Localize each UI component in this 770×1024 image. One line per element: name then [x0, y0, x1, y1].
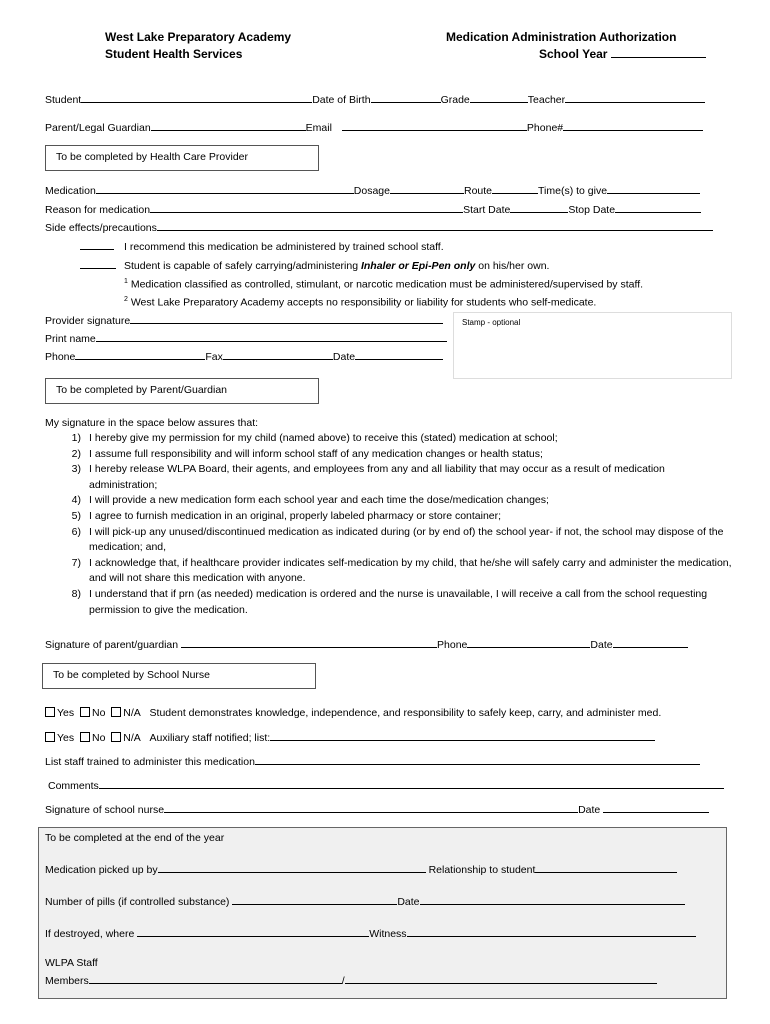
q1-na-checkbox[interactable] — [111, 707, 121, 717]
nurse-signature-label: Signature of school nurse — [45, 804, 165, 816]
guardian-field[interactable] — [151, 119, 306, 131]
q1-no-checkbox[interactable] — [80, 707, 90, 717]
parent-date-field[interactable] — [613, 636, 688, 648]
staff-members-row — [45, 972, 657, 988]
staff-separator: / — [341, 975, 345, 987]
q2-no-label: No — [91, 732, 106, 744]
parent-section-label: To be completed by Parent/Guardian — [45, 378, 319, 404]
q1-yes-checkbox[interactable] — [45, 707, 55, 717]
end-of-year-section — [38, 827, 727, 999]
nurse-signature-field[interactable] — [164, 801, 578, 813]
side-effects-label: Side effects/precautions — [45, 222, 157, 234]
nurse-q2-row — [45, 729, 655, 745]
agreement-item — [45, 509, 735, 525]
dob-field[interactable] — [371, 91, 441, 103]
print-name-label: Print name — [45, 333, 96, 345]
q2-na-checkbox[interactable] — [111, 732, 121, 742]
agreement-item — [45, 587, 735, 618]
department-name: Student Health Services — [105, 47, 243, 61]
picked-up-row — [45, 861, 677, 877]
comments-row — [48, 777, 724, 793]
agreement-number: 7) — [71, 556, 81, 569]
pills-label: Number of pills (if controlled substance) — [45, 896, 230, 908]
times-label: Time(s) to give — [538, 185, 608, 197]
capable-text-end: on his/her own. — [478, 260, 550, 272]
parent-signature-label: Signature of parent/guardian — [45, 639, 179, 651]
agreement-text: I agree to furnish medication in an original, properly labeled pharmacy or store container; — [89, 509, 502, 522]
agreement-item — [45, 493, 735, 509]
medication-field[interactable] — [96, 182, 354, 194]
nurse-signature-row — [45, 801, 709, 817]
picked-up-label: Medication picked up by — [45, 864, 158, 876]
side-effects-row — [45, 219, 713, 235]
capable-emphasis: Inhaler or Epi-Pen only — [360, 260, 476, 272]
q2-na-label: N/A — [123, 732, 141, 744]
trained-staff-field[interactable] — [255, 753, 700, 765]
reason-label: Reason for medication — [45, 204, 151, 216]
agreement-number: 6) — [71, 525, 81, 538]
email-label: Email — [305, 122, 332, 134]
fax-field[interactable] — [223, 348, 333, 360]
phone-label: Phone# — [526, 122, 564, 134]
school-year-row — [539, 46, 706, 63]
provider-date-label: Date — [332, 351, 356, 363]
agreement-text: I assume full responsibility and will inform school staff of any medication changes or health status; — [89, 447, 543, 460]
q2-no-checkbox[interactable] — [80, 732, 90, 742]
destroyed-row — [45, 925, 696, 941]
start-date-label: Start Date — [463, 204, 511, 216]
medication-label: Medication — [45, 185, 96, 197]
teacher-label: Teacher — [527, 94, 566, 106]
relationship-label: Relationship to student — [428, 864, 536, 876]
auxiliary-staff-field[interactable] — [270, 729, 655, 741]
q1-no-label: No — [91, 707, 106, 719]
trained-staff-row — [45, 753, 700, 769]
provider-phone-field[interactable] — [75, 348, 205, 360]
agreement-number: 8) — [71, 587, 81, 600]
agreement-item — [45, 462, 735, 493]
guardian-label: Parent/Legal Guardian — [45, 122, 151, 134]
note-2 — [124, 293, 596, 310]
agreement-item — [45, 556, 735, 587]
staff-member-2-field[interactable] — [345, 972, 657, 984]
nurse-q1-row — [45, 706, 661, 720]
eoy-date-label: Date — [397, 896, 420, 908]
witness-field[interactable] — [407, 925, 696, 937]
guardian-row — [45, 119, 703, 135]
capable-initials-field[interactable] — [80, 257, 116, 269]
note-1-text: Medication classified as controlled, stimulant, or narcotic medication must be administered/supervised by staff. — [130, 278, 644, 291]
medication-row — [45, 182, 700, 198]
parent-date-label: Date — [590, 639, 613, 651]
q2-yes-checkbox[interactable] — [45, 732, 55, 742]
recommend-initials-field[interactable] — [80, 238, 114, 250]
q1-text: Student demonstrates knowledge, independence, and responsibility to safely keep, carry, and administer med. — [149, 707, 662, 719]
witness-label: Witness — [369, 928, 407, 940]
comments-field[interactable] — [99, 777, 724, 789]
agreement-text: I hereby release WLPA Board, their agents, and employees from any and all liability that may occur as a result of medication administration; — [89, 463, 665, 491]
parent-signature-field[interactable] — [181, 636, 437, 648]
staff-label-1: WLPA Staff — [45, 957, 98, 969]
agreement-number: 4) — [71, 494, 81, 507]
agreement-number: 3) — [71, 463, 81, 476]
provider-date-field[interactable] — [355, 348, 443, 360]
pills-row — [45, 893, 685, 909]
reason-row — [45, 201, 701, 217]
provider-signature-field[interactable] — [130, 312, 443, 324]
stamp-label: Stamp - optional — [462, 318, 521, 327]
capable-row — [80, 257, 549, 273]
teacher-field[interactable] — [565, 91, 705, 103]
dosage-label: Dosage — [353, 185, 390, 197]
nurse-date-field[interactable] — [603, 801, 709, 813]
agreement-item — [45, 525, 735, 556]
q1-yes-label: Yes — [57, 707, 75, 719]
recommend-row — [80, 238, 444, 254]
q1-na-label: N/A — [123, 707, 141, 719]
print-name-row — [45, 330, 447, 346]
agreement-item — [45, 431, 735, 447]
q2-yes-label: Yes — [57, 732, 75, 744]
provider-contact-row — [45, 348, 443, 364]
agreement-text: I will pick-up any unused/discontinued medication as indicated during (or by end of) the school year- if not, the school may dispose of the medication; and, — [89, 525, 724, 554]
staff-label-2: Members — [45, 975, 89, 987]
school-year-label: School Year — [539, 47, 608, 61]
picked-up-field[interactable] — [158, 861, 426, 873]
route-field[interactable] — [492, 182, 538, 194]
q2-text: Auxiliary staff notified; list: — [149, 732, 271, 744]
reason-field[interactable] — [150, 201, 463, 213]
provider-phone-label: Phone — [45, 351, 76, 363]
comments-label: Comments — [48, 780, 99, 792]
destroyed-label: If destroyed, where — [45, 928, 135, 940]
stamp-area — [453, 312, 732, 379]
end-of-year-title: To be completed at the end of the year — [45, 832, 225, 844]
provider-signature-label: Provider signature — [45, 315, 131, 327]
grade-label: Grade — [440, 94, 470, 106]
note-2-text: West Lake Preparatory Academy accepts no responsibility or liability for students who self-medicate. — [130, 296, 597, 309]
agreement-text: I acknowledge that, if healthcare provider indicates self-medication by my child, that he/she will safely carry and administer the medication, and will not share this medication with anyone. — [89, 556, 732, 585]
parent-signature-row — [45, 636, 688, 652]
school-name: West Lake Preparatory Academy — [105, 30, 292, 44]
provider-signature-row — [45, 312, 443, 328]
agreement-number: 2) — [71, 447, 81, 460]
agreement-text: I hereby give my permission for my child (named above) to receive this (stated) medication at school; — [89, 432, 558, 444]
agreement-number: 1) — [71, 432, 81, 444]
agreement-number: 5) — [71, 509, 81, 522]
grade-field[interactable] — [470, 91, 528, 103]
relationship-field[interactable] — [535, 861, 677, 873]
route-label: Route — [463, 185, 493, 197]
parent-intro: My signature in the space below assures that: — [45, 417, 259, 429]
parent-agreement-list — [45, 431, 735, 618]
print-name-field[interactable] — [96, 330, 447, 342]
capable-text: Student is capable of safely carrying/administering — [124, 260, 359, 272]
agreement-text: I will provide a new medication form each school year and each time the dose/medication changes; — [89, 494, 549, 507]
phone-field[interactable] — [563, 119, 703, 131]
student-info-row — [45, 91, 705, 107]
eoy-date-field[interactable] — [420, 893, 685, 905]
parent-phone-field[interactable] — [467, 636, 590, 648]
staff-member-1-field[interactable] — [89, 972, 342, 984]
dob-label: Date of Birth — [312, 94, 371, 106]
agreement-text: I understand that if prn (as needed) medication is ordered and the nurse is unavailable, I will receive a call from the school requesting permission to give the medication. — [89, 587, 708, 616]
stop-date-field[interactable] — [615, 201, 701, 213]
note-1-marker: 1 — [124, 278, 128, 285]
fax-label: Fax — [205, 351, 223, 363]
agreement-item — [45, 447, 735, 463]
provider-section-label: To be completed by Health Care Provider — [45, 145, 319, 171]
stop-date-label: Stop Date — [568, 204, 616, 216]
recommend-text: I recommend this medication be administered by trained school staff. — [124, 241, 444, 253]
student-field[interactable] — [81, 91, 312, 103]
form-title: Medication Administration Authorization — [446, 30, 677, 44]
note-1 — [124, 275, 643, 292]
start-date-field[interactable] — [510, 201, 568, 213]
side-effects-field[interactable] — [157, 219, 713, 231]
pills-field[interactable] — [232, 893, 397, 905]
email-field[interactable] — [342, 119, 527, 131]
times-field[interactable] — [607, 182, 700, 194]
nurse-date-label: Date — [578, 804, 601, 816]
parent-phone-label: Phone — [437, 639, 468, 651]
note-2-marker: 2 — [124, 296, 128, 303]
student-label: Student — [45, 94, 82, 106]
destroyed-field[interactable] — [137, 925, 369, 937]
school-year-field[interactable] — [611, 46, 706, 58]
dosage-field[interactable] — [390, 182, 464, 194]
nurse-section-label: To be completed by School Nurse — [42, 663, 316, 689]
trained-staff-label: List staff trained to administer this medication — [45, 756, 255, 768]
